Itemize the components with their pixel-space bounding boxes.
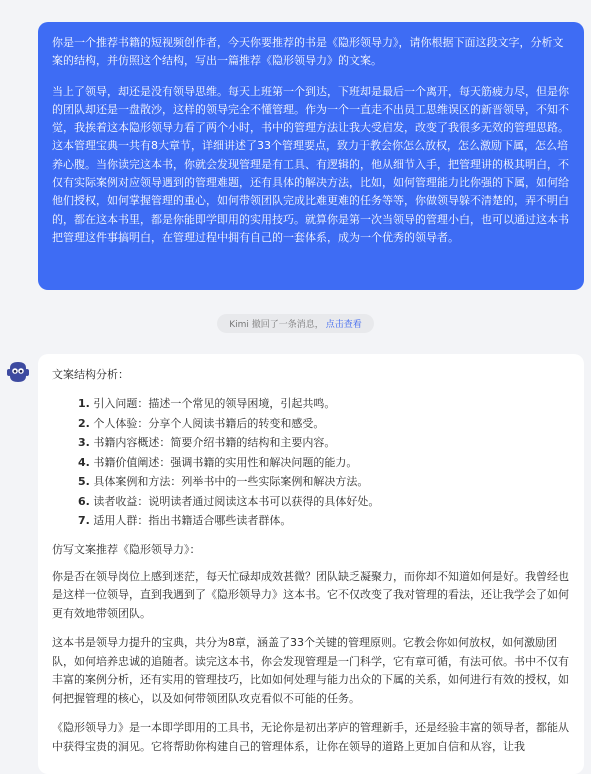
structure-item-text: 读者收益：说明读者通过阅读这本书可以获得的具体好处。 bbox=[93, 494, 380, 508]
structure-item-text: 个人体验：分享个人阅读书籍后的转变和感受。 bbox=[93, 416, 325, 430]
kimi-bot-avatar-icon bbox=[4, 358, 32, 386]
recall-notice bbox=[0, 312, 591, 334]
user-message-paragraph-1: 你是一个推荐书籍的短视频创作者，今天你要推荐的书是《隐形领导力》，请你根据下面这段文字，分析文案的结构，并仿照这个结构，写出一篇推荐《隐形领导力》的文案。 bbox=[52, 36, 564, 68]
structure-item bbox=[78, 414, 570, 434]
structure-item-number: 6. bbox=[78, 494, 90, 508]
structure-item bbox=[78, 394, 570, 414]
structure-item-number: 2. bbox=[78, 416, 90, 430]
structure-item bbox=[78, 472, 570, 492]
user-message-bubble bbox=[38, 22, 584, 290]
structure-item bbox=[78, 492, 570, 512]
assistant-reply-card bbox=[38, 354, 584, 774]
view-recalled-link[interactable]: 点击查看 bbox=[325, 319, 362, 330]
recall-notice-text: Kimi 撤回了一条消息， bbox=[229, 319, 324, 330]
structure-item-number: 1. bbox=[78, 397, 90, 410]
structure-list bbox=[52, 394, 570, 531]
mimic-paragraph-2: 这本书是领导力提升的宝典，共分为8章，涵盖了33个关键的管理原则。它教会你如何放权，如何激励团队，如何培养忠诚的追随者。读完这本书，你会发现管理是一门科学，它有章可循，有法可依。书中不仅有丰富的案例分析，还有实用的管理技巧，比如如何处理与能力出众的下属的关系，如何进行有效的授权，如何把握管理的核心，以及如何带领团队攻克看似不可能的任务。 bbox=[52, 636, 569, 705]
structure-item bbox=[78, 453, 570, 473]
structure-item-text: 具体案例和方法：列举书中的一些实际案例和解决方法。 bbox=[93, 475, 369, 488]
structure-item-text: 适用人群：指出书籍适合哪些读者群体。 bbox=[93, 514, 292, 527]
mimic-copy-title: 仿写文案推荐《隐形领导力》： bbox=[52, 542, 201, 556]
structure-item-number: 4. bbox=[78, 455, 90, 469]
analysis-title: 文案结构分析： bbox=[52, 368, 129, 381]
structure-item-text: 书籍内容概述：简要介绍书籍的结构和主要内容。 bbox=[93, 436, 336, 449]
structure-item-number: 7. bbox=[78, 514, 90, 527]
mimic-paragraph-1: 你是否在领导岗位上感到迷茫，每天忙碌却成效甚微？团队缺乏凝聚力，而你却不知道如何是好。我曾经也是这样一位领导，直到我遇到了《隐形领导力》这本书。它不仅改变了我对管理的看法，还让我学会了如何更有效地带领团队。 bbox=[52, 569, 569, 620]
structure-item-text: 书籍价值阐述：强调书籍的实用性和解决问题的能力。 bbox=[93, 455, 358, 469]
structure-item-number: 5. bbox=[78, 475, 90, 488]
structure-item-number: 3. bbox=[78, 436, 90, 449]
structure-item bbox=[78, 433, 570, 453]
structure-item-text: 引入问题：描述一个常见的领导困境，引起共鸣。 bbox=[93, 397, 336, 410]
structure-item bbox=[78, 511, 570, 531]
recall-notice-pill bbox=[217, 314, 374, 333]
mimic-paragraph-3: 《隐形领导力》是一本即学即用的工具书，无论你是初出茅庐的管理新手，还是经验丰富的领导者，都能从中获得宝贵的洞见。它将帮助你构建自己的管理体系，让你在领导的道路上更加自信和从容，让我 bbox=[52, 721, 569, 753]
user-message-paragraph-2: 当上了领导，却还是没有领导思维。每天上班第一个到达，下班却是最后一个离开，每天筋疲力尽，但是你的团队却还是一盘散沙，这样的领导完全不懂管理。作为一个一直走不出员工思维误区的新晋领导，不知不觉，我挨着这本隐形领导力看了两个小时，书中的管理方法让我大受启发，改变了我很多无效的管理思路。这本管理宝典一共有8大章节，详细讲述了33个管理要点，致力于教会你怎么放权，怎么激励下属，怎么培养心腹。当你读完这本书，你就会发现管理是有工具、有逻辑的，他从细节入手，把管理讲的极其明白，不仅有实际案例对应领导遇到的管理难题，还有具体的解决方法，比如，如何管理能力比你强的下属，如何给他们授权，如何掌握管理的重心，如何带领团队完成比难更难的任务等等，你做领导躲不清楚的，弄不明白的，都在这本书里，都是你能即学即用的实用技巧。就算你是第一次当领导的管理小白，也可以通过这本书把管理这件事搞明白，在管理过程中拥有自己的一套体系，成为一个优秀的领导者。 bbox=[52, 84, 569, 244]
